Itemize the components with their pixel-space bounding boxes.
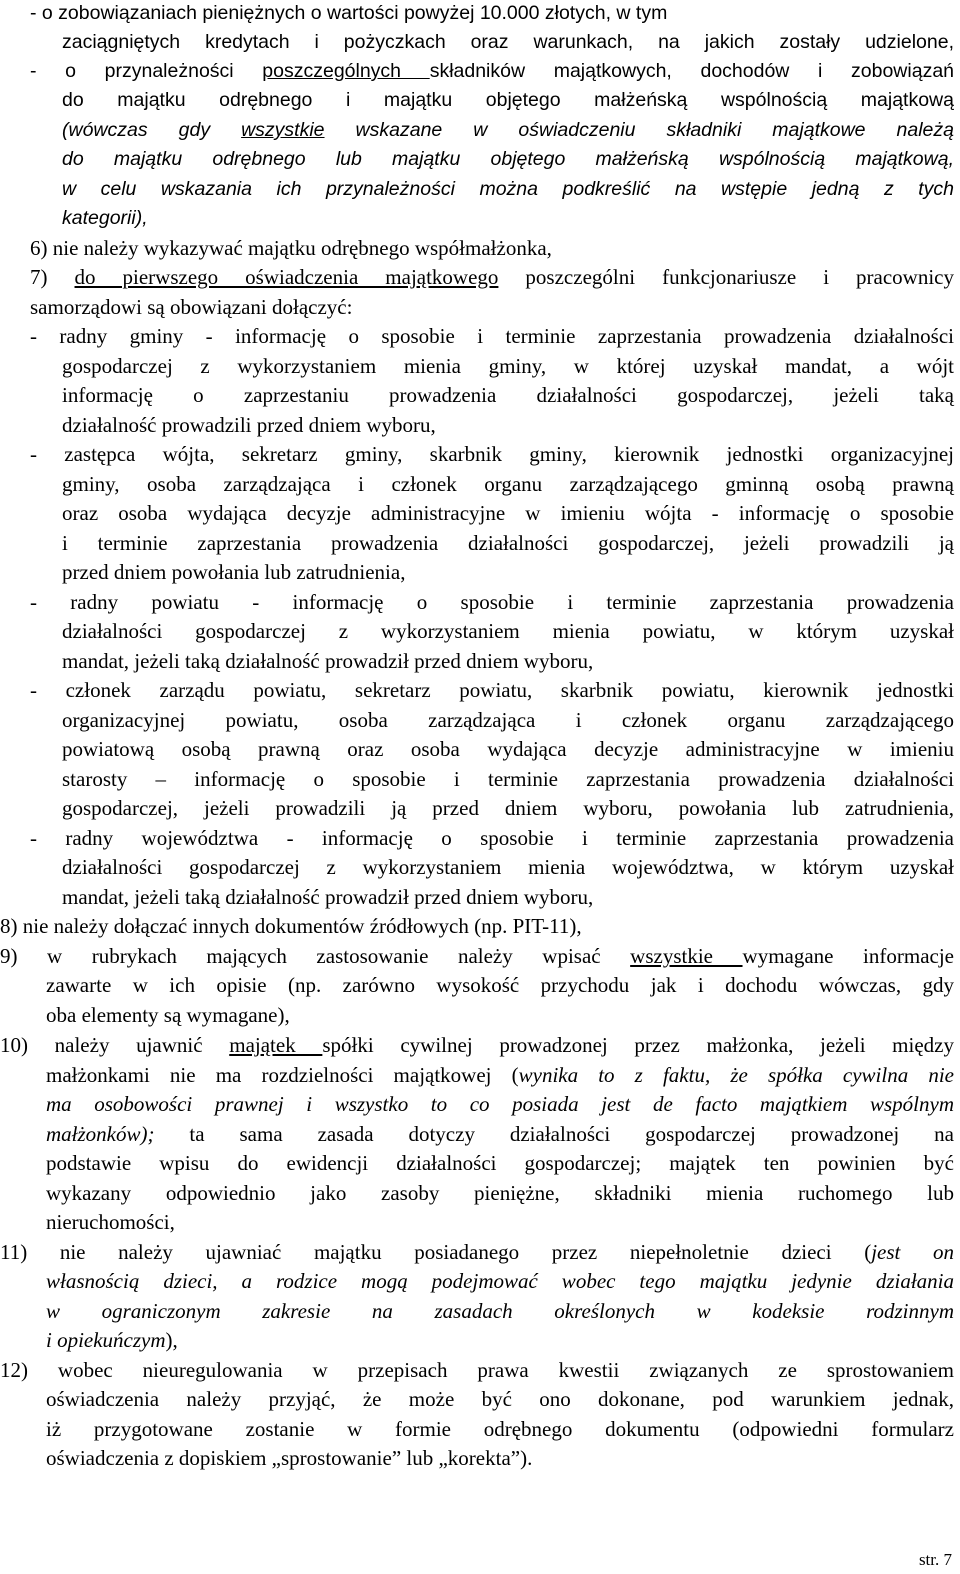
list-item-8: 8) nie należy dołączać innych dokumentów źródłowych (np. PIT-11), bbox=[0, 914, 582, 938]
text-line: oświadczenia należy przyjąć, że może być ono dokonane, pod warunkiem jednak, bbox=[46, 1387, 954, 1411]
text-line: mandat, jeżeli taką działalność prowadził przed dniem wyboru, bbox=[62, 885, 594, 909]
text-line: - zastępca wójta, sekretarz gminy, skarbnik gminy, kierownik jednostki organizacyjnej bbox=[30, 442, 954, 466]
text-line: zaciągniętych kredytach i pożyczkach oraz warunkach, na jakich zostały udzielone, bbox=[62, 31, 954, 53]
text-line: oraz osoba wydająca decyzje administracyjne w imieniu wójta - informację o sposobie bbox=[62, 501, 954, 525]
text-line: do majątku odrębnego lub majątku objętego małżeńską wspólnością majątkową, bbox=[62, 148, 954, 170]
text-line: oświadczenia z dopiskiem „sprostowanie” lub „korekta”). bbox=[46, 1446, 533, 1470]
text-line: - radny gminy - informację o sposobie i terminie zaprzestania prowadzenia działalności bbox=[30, 324, 954, 348]
text-line: działalności gospodarczej z wykorzystaniem mienia powiatu, w którym uzyskał bbox=[62, 619, 954, 643]
text-line: kategorii), bbox=[62, 207, 148, 229]
text-line: małżonków); ta sama zasada dotyczy działalności gospodarczej prowadzonej na bbox=[46, 1122, 954, 1146]
text-line: (wówczas gdy wszystkie wskazane w oświadczeniu składniki majątkowe należą bbox=[62, 119, 954, 141]
text-line: do majątku odrębnego i majątku objętego małżeńską wspólnością majątkową bbox=[62, 89, 954, 111]
text-line: - członek zarządu powiatu, sekretarz powiatu, skarbnik powiatu, kierownik jednostki bbox=[30, 678, 954, 702]
text-line: powiatową osobą prawną oraz osoba wydająca decyzje administracyjne w imieniu bbox=[62, 737, 954, 761]
text-line: własnością dzieci, a rodzice mogą podejmować wobec tego majątku jedynie działania bbox=[46, 1269, 954, 1293]
text-line: działalności gospodarczej z wykorzystaniem mienia województwa, w którym uzyskał bbox=[62, 855, 954, 879]
text-line: informację o zaprzestaniu prowadzenia działalności gospodarczej, jeżeli taką bbox=[62, 383, 954, 407]
text-line: i terminie zaprzestania prowadzenia działalności gospodarczej, jeżeli prowadzili ją bbox=[62, 531, 954, 555]
text-line: w ograniczonym zakresie na zasadach określonych w kodeksie rodzinnym bbox=[46, 1299, 954, 1323]
text-line: w celu wskazania ich przynależności można podkreślić na wstępie jedną z tych bbox=[62, 178, 954, 200]
text-line: mandat, jeżeli taką działalność prowadził przed dniem wyboru, bbox=[62, 649, 594, 673]
text-line: iż przygotowane zostanie w formie odrębnego dokumentu (odpowiedni formularz bbox=[46, 1417, 954, 1441]
text-line: nieruchomości, bbox=[46, 1210, 175, 1234]
list-item-10: 10) należy ujawnić majątek spółki cywilnej prowadzonej przez małżonka, jeżeli między bbox=[0, 1033, 954, 1057]
list-item-6: 6) nie należy wykazywać majątku odrębnego współmałżonka, bbox=[30, 236, 552, 260]
text-line: samorządowi są obowiązani dołączyć: bbox=[30, 295, 353, 319]
text-line: organizacyjnej powiatu, osoba zarządzająca i członek organu zarządzającego bbox=[62, 708, 954, 732]
text-line: gminy, osoba zarządzająca i członek organu zarządzającego gminną osobą prawną bbox=[62, 472, 954, 496]
text-line: oba elementy są wymagane), bbox=[46, 1003, 290, 1027]
text-line: działalność prowadzili przed dniem wyboru, bbox=[62, 413, 436, 437]
page-number: str. 7 bbox=[918, 1550, 952, 1569]
text-line: przed dniem powołania lub zatrudnienia, bbox=[62, 560, 406, 584]
text-line: - radny województwa - informację o sposobie i terminie zaprzestania prowadzenia bbox=[30, 826, 954, 850]
list-item-11: 11) nie należy ujawniać majątku posiadanego przez niepełnoletnie dzieci (jest on bbox=[0, 1240, 954, 1264]
text-line: małżonkami nie ma rozdzielności majątkowej (wynika to z faktu, że spółka cywilna nie bbox=[46, 1063, 954, 1087]
text-line: wykazany odpowiednio jako zasoby pieniężne, składniki mienia ruchomego lub bbox=[46, 1181, 954, 1205]
text-line: - o zobowiązaniach pieniężnych o wartości powyżej 10.000 złotych, w tym bbox=[30, 2, 668, 24]
text-line: i opiekuńczym), bbox=[46, 1328, 178, 1352]
text-line: podstawie wpisu do ewidencji działalności gospodarczej; majątek ten powinien być bbox=[46, 1151, 954, 1175]
text-line: - o przynależności poszczególnych składników majątkowych, dochodów i zobowiązań bbox=[30, 60, 955, 82]
text-line: zawarte w ich opisie (np. zarówno wysokość przychodu jak i dochodu wówczas, gdy bbox=[46, 973, 954, 997]
text-line: gospodarczej, jeżeli prowadzili ją przed dniem wyboru, powołania lub zatrudnienia, bbox=[62, 796, 954, 820]
text-line: starosty – informację o sposobie i terminie zaprzestania prowadzenia działalności bbox=[62, 767, 954, 791]
list-item-9: 9) w rubrykach mających zastosowanie należy wpisać wszystkie wymagane informacje bbox=[0, 944, 954, 968]
text-line: - radny powiatu - informację o sposobie i terminie zaprzestania prowadzenia bbox=[30, 590, 954, 614]
text-line: ma osobowości prawnej i wszystko to co posiada jest de facto majątkiem wspólnym bbox=[46, 1092, 954, 1116]
list-item-7: 7) do pierwszego oświadczenia majątkowego poszczególni funkcjonariusze i pracownicy bbox=[30, 265, 954, 289]
text-line: gospodarczej z wykorzystaniem mienia gminy, w której uzyskał mandat, a wójt bbox=[62, 354, 954, 378]
list-item-12: 12) wobec nieuregulowania w przepisach prawa kwestii związanych ze sprostowaniem bbox=[0, 1358, 954, 1382]
